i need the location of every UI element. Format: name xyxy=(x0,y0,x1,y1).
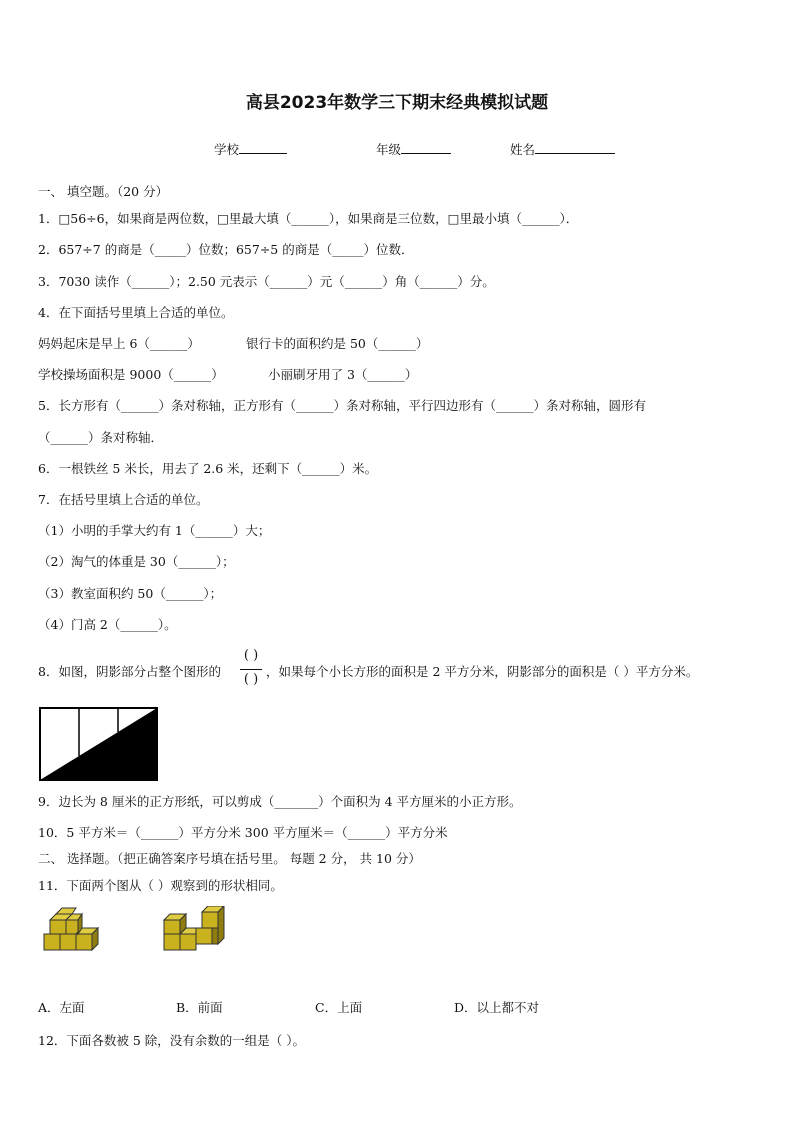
question-10: 10．5 平方米＝（______）平方分米 300 平方厘米＝（______）平方分米 xyxy=(38,825,448,840)
name-field[interactable] xyxy=(510,140,615,158)
shaded-triangle xyxy=(40,708,157,780)
option-a[interactable]: A．左面 xyxy=(38,1000,85,1015)
fraction-denominator: ( ) xyxy=(243,672,259,687)
question-4d: 小丽刷牙用了 3（______） xyxy=(268,367,418,382)
question-5: 5．长方形有（______）条对称轴，正方形有（______）条对称轴，平行四边形有（______）条对称轴，圆形有 xyxy=(38,398,646,413)
name-blank[interactable] xyxy=(535,140,615,154)
question-4: 4．在下面括号里填上合适的单位。 xyxy=(38,305,234,320)
section-fill-in: 一、 填空题。（20 分） xyxy=(38,184,169,199)
cube-figure-1 xyxy=(42,906,102,954)
option-b[interactable]: B．前面 xyxy=(176,1000,223,1015)
question-12: 12．下面各数被 5 除，没有余数的一组是（ ）。 xyxy=(38,1033,306,1048)
grade-blank[interactable] xyxy=(401,140,451,154)
question-8-prefix: 8．如图，阴影部分占整个图形的 xyxy=(38,664,221,679)
school-blank[interactable] xyxy=(239,140,287,154)
option-c[interactable]: C．上面 xyxy=(315,1000,363,1015)
option-d[interactable]: D．以上都不对 xyxy=(454,1000,540,1015)
question-6: 6．一根铁丝 5 米长，用去了 2.6 米，还剩下（______）米。 xyxy=(38,461,378,476)
fraction-numerator: ( ) xyxy=(243,648,259,663)
question-7-2: （2）淘气的体重是 30（______）； xyxy=(38,554,235,569)
school-field[interactable] xyxy=(214,140,287,158)
question-7: 7．在括号里填上合适的单位。 xyxy=(38,492,209,507)
cube-figure-2 xyxy=(162,906,228,954)
question-7-4: （4）门高 2（______）。 xyxy=(38,617,177,632)
question-7-1: （1）小明的手掌大约有 1（______）大； xyxy=(38,523,271,538)
question-3: 3．7030 读作（______）；2.50 元表示（______）元（______）角（______）分。 xyxy=(38,274,495,289)
page-title: 高县2023年数学三下期末经典模拟试题 xyxy=(245,93,549,113)
question-7-3: （3）教室面积约 50（______）； xyxy=(38,586,223,601)
fraction-bar xyxy=(240,669,262,670)
question-11: 11．下面两个图从（ ）观察到的形状相同。 xyxy=(38,878,283,893)
question-9: 9．边长为 8 厘米的正方形纸，可以剪成（_______）个面积为 4 平方厘米的小正方形。 xyxy=(38,794,522,809)
question-4b: 银行卡的面积约是 50（______） xyxy=(246,336,429,351)
name-label: 姓名 xyxy=(510,142,536,157)
question-4c: 学校操场面积是 9000（______） xyxy=(38,367,224,382)
school-label: 学校 xyxy=(214,142,240,157)
question-8-suffix: ，如果每个小长方形的面积是 2 平方分米，阴影部分的面积是（ ）平方分米。 xyxy=(266,664,699,679)
question-4a: 妈妈起床是早上 6（______） xyxy=(38,336,200,351)
grade-label: 年级 xyxy=(376,142,402,157)
question-2: 2．657÷7 的商是（_____）位数；657÷5 的商是（_____）位数． xyxy=(38,242,414,257)
section-choice: 二、 选择题。（把正确答案序号填在括号里。 每题 2 分， 共 10 分） xyxy=(38,851,421,866)
fraction-blank[interactable] xyxy=(238,648,264,690)
question-5-continued: （______）条对称轴． xyxy=(38,430,164,445)
grade-field[interactable] xyxy=(376,140,451,158)
rectangle-figure xyxy=(39,707,159,781)
question-1: 1．□56÷6，如果商是两位数，□里最大填（______），如果商是三位数，□里最小填（______）． xyxy=(38,211,579,226)
